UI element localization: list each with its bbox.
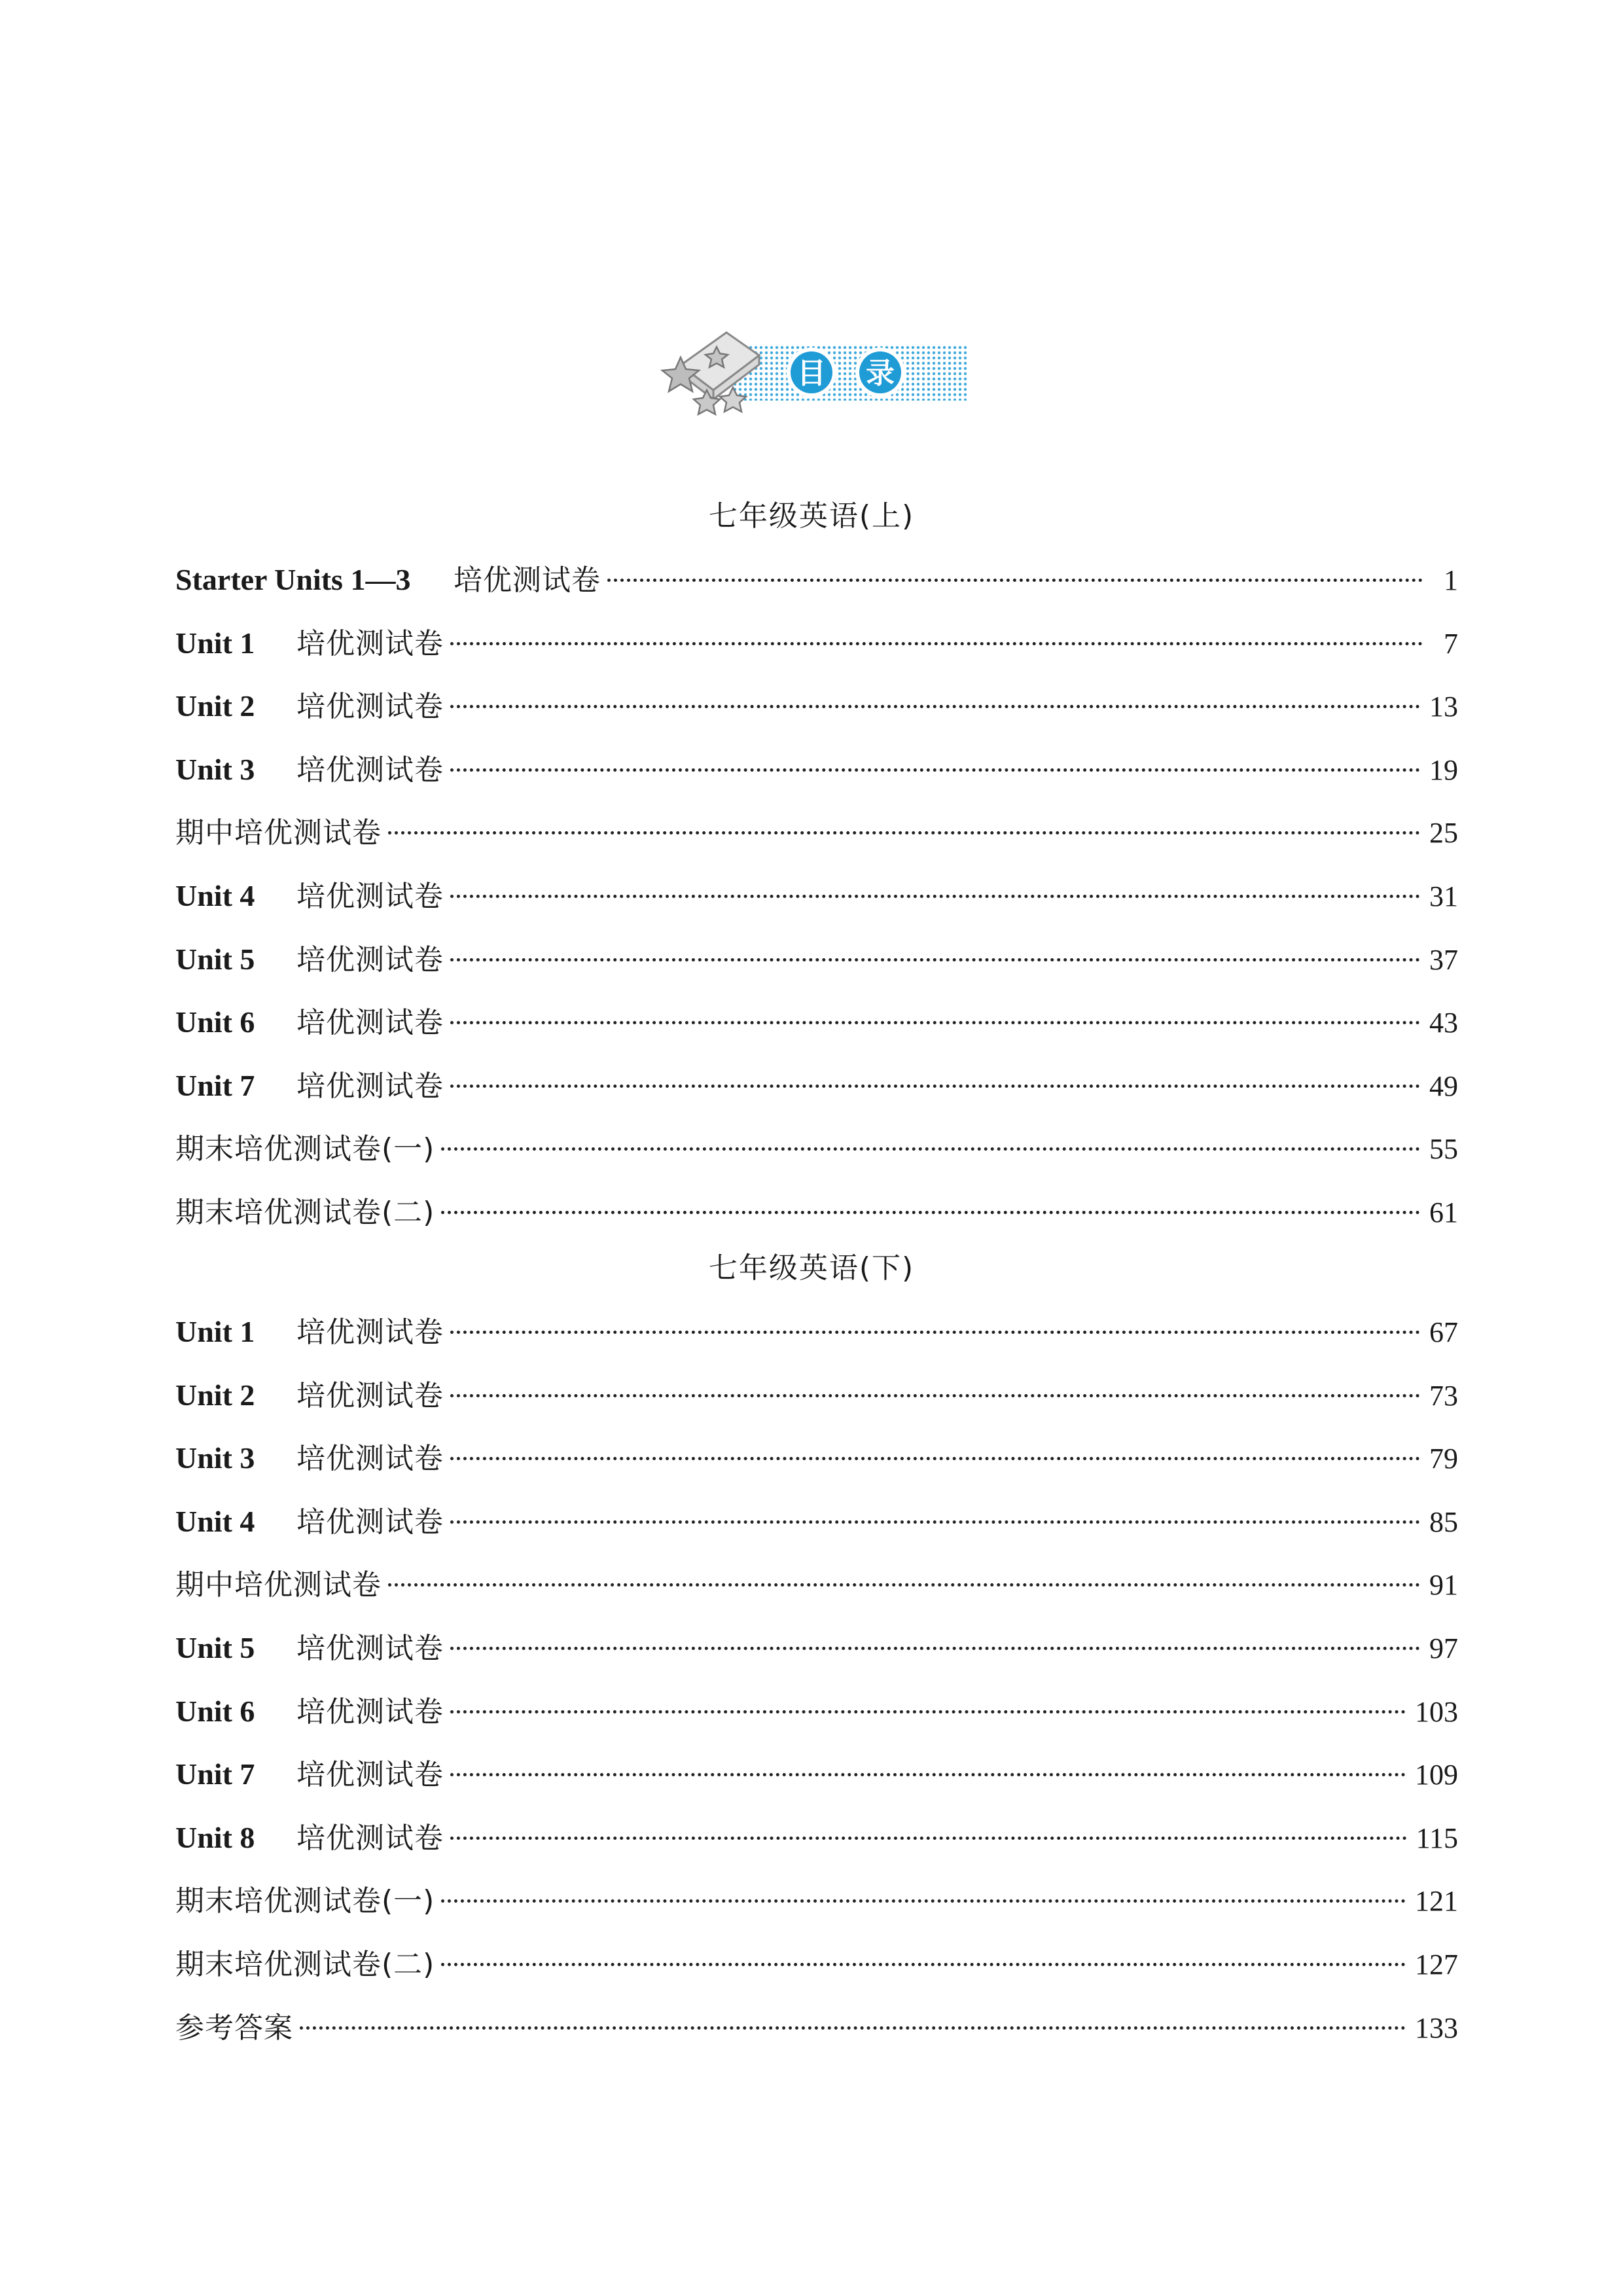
toc-row[interactable] (175, 2004, 1458, 2068)
toc-title: 培优测试卷 (296, 1631, 444, 1665)
toc-leader-dots (450, 1021, 1420, 1024)
section-heading-lower: 七年级英语(下) (708, 1251, 915, 1285)
toc-title: 培优测试卷 (296, 1316, 444, 1349)
toc-leader-dots (450, 895, 1420, 898)
toc-title: 培优测试卷 (296, 942, 444, 977)
toc-title: 培优测试卷 (296, 879, 444, 913)
toc-leader-dots (450, 1710, 1406, 1713)
toc-title: 培优测试卷 (296, 690, 444, 724)
toc-page-number: 67 (1429, 1316, 1458, 1348)
toc-row[interactable] (175, 683, 1458, 746)
toc-title: 期末培优测试卷(一) (175, 1132, 435, 1166)
toc-page-number: 73 (1429, 1379, 1458, 1412)
toc-page-number: 91 (1429, 1569, 1458, 1602)
toc-page-number: 7 (1444, 627, 1458, 660)
toc-leader-dots (388, 831, 1420, 834)
toc-title: 培优测试卷 (296, 1505, 444, 1539)
toc-row[interactable] (175, 1941, 1458, 2004)
toc-list-lower (175, 1308, 1458, 2067)
toc-leader-dots (450, 1773, 1406, 1776)
toc-leader-dots (450, 1520, 1420, 1524)
toc-row[interactable] (175, 620, 1458, 683)
toc-title: 参考答案 (175, 2011, 293, 2045)
toc-unit-label: Unit 7 (175, 1757, 255, 1791)
toc-title: 培优测试卷 (296, 1069, 444, 1103)
toc-page-number: 55 (1429, 1133, 1458, 1166)
toc-title: 培优测试卷 (296, 1695, 444, 1729)
toc-header-banner (654, 319, 972, 424)
toc-leader-dots (441, 1211, 1420, 1214)
toc-title: 培优测试卷 (296, 626, 444, 660)
toc-unit-label: Unit 7 (175, 1068, 255, 1102)
toc-page-number: 127 (1415, 1948, 1458, 1981)
toc-leader-dots (450, 958, 1420, 961)
toc-unit-label: Starter Units 1—3 (175, 563, 411, 596)
toc-unit-label: Unit 5 (175, 942, 255, 976)
toc-unit-label: Unit 1 (175, 626, 255, 660)
section-heading-upper: 七年级英语(上) (708, 499, 915, 533)
toc-page-number: 37 (1429, 943, 1458, 976)
toc-title: 培优测试卷 (296, 753, 444, 787)
toc-page-number: 85 (1429, 1505, 1458, 1538)
toc-title: 培优测试卷 (296, 1758, 444, 1792)
toc-page-number: 103 (1415, 1695, 1458, 1728)
dotted-ribbon (733, 344, 969, 401)
toc-row[interactable] (175, 1688, 1458, 1751)
toc-unit-label: Unit 8 (175, 1820, 255, 1854)
toc-row[interactable] (175, 999, 1458, 1062)
toc-page-number: 1 (1444, 564, 1458, 596)
toc-unit-label: Unit 6 (175, 1005, 255, 1039)
toc-leader-dots (450, 1647, 1420, 1650)
toc-leader-dots (450, 1085, 1420, 1088)
toc-title: 培优测试卷 (296, 1821, 444, 1855)
toc-row[interactable] (175, 1877, 1458, 1941)
toc-row[interactable] (175, 1751, 1458, 1814)
toc-header-graphic (654, 319, 972, 424)
toc-title: 期中培优测试卷 (175, 816, 382, 850)
toc-page-number: 13 (1429, 691, 1458, 723)
toc-row[interactable] (175, 872, 1458, 936)
toc-title: 期末培优测试卷(二) (175, 1195, 435, 1229)
toc-row[interactable] (175, 1435, 1458, 1498)
toc-leader-dots (607, 579, 1423, 582)
toc-row[interactable] (175, 1624, 1458, 1688)
toc-leader-dots (441, 1963, 1406, 1966)
toc-unit-label: Unit 3 (175, 752, 255, 786)
toc-unit-label: Unit 2 (175, 1378, 255, 1412)
toc-row[interactable] (175, 1561, 1458, 1624)
toc-page-number: 121 (1415, 1885, 1458, 1918)
toc-leader-dots (450, 1331, 1420, 1334)
toc-leader-dots (441, 1147, 1420, 1151)
toc-leader-dots (388, 1583, 1420, 1587)
toc-row[interactable] (175, 1189, 1458, 1252)
toc-page-number: 115 (1416, 1821, 1458, 1854)
toc-page-number: 49 (1429, 1069, 1458, 1102)
toc-row[interactable] (175, 1062, 1458, 1126)
toc-title: 期中培优测试卷 (175, 1568, 382, 1602)
toc-row[interactable] (175, 1125, 1458, 1189)
toc-page-number: 109 (1415, 1759, 1458, 1791)
toc-page-number: 133 (1415, 2011, 1458, 2044)
toc-title: 培优测试卷 (296, 1442, 444, 1476)
toc-leader-dots (300, 2026, 1406, 2030)
toc-unit-label: Unit 3 (175, 1441, 255, 1475)
toc-unit-label: Unit 6 (175, 1694, 255, 1728)
toc-row[interactable] (175, 746, 1458, 810)
toc-title: 培优测试卷 (454, 564, 601, 597)
title-char-1: 目 (797, 357, 826, 390)
toc-leader-dots (441, 1899, 1406, 1903)
toc-unit-label: Unit 2 (175, 689, 255, 723)
toc-leader-dots (450, 1457, 1420, 1460)
toc-row[interactable] (175, 1372, 1458, 1435)
toc-page-number: 61 (1429, 1196, 1458, 1229)
toc-page-number: 31 (1429, 880, 1458, 912)
toc-leader-dots (450, 642, 1423, 645)
toc-page-number: 19 (1429, 753, 1458, 786)
toc-row[interactable] (175, 556, 1458, 620)
toc-page-number: 25 (1429, 817, 1458, 850)
title-char-2: 录 (866, 357, 895, 390)
toc-leader-dots (450, 705, 1420, 708)
toc-page-number: 97 (1429, 1632, 1458, 1664)
toc-title: 培优测试卷 (296, 1378, 444, 1412)
toc-title: 期末培优测试卷(二) (175, 1947, 435, 1981)
toc-row[interactable] (175, 1308, 1458, 1372)
toc-row[interactable] (175, 936, 1458, 999)
toc-title: 期末培优测试卷(一) (175, 1884, 435, 1918)
toc-page-number: 79 (1429, 1443, 1458, 1475)
toc-row[interactable] (175, 809, 1458, 872)
toc-unit-label: Unit 5 (175, 1630, 255, 1664)
toc-page-number: 43 (1429, 1007, 1458, 1039)
toc-row[interactable] (175, 1498, 1458, 1562)
toc-unit-label: Unit 4 (175, 878, 255, 912)
toc-unit-label: Unit 1 (175, 1315, 255, 1348)
toc-unit-label: Unit 4 (175, 1504, 255, 1538)
toc-row[interactable] (175, 1814, 1458, 1878)
toc-title: 培优测试卷 (296, 1006, 444, 1040)
toc-leader-dots (450, 1394, 1420, 1397)
toc-list-upper (175, 556, 1458, 1252)
toc-leader-dots (450, 1837, 1407, 1840)
toc-leader-dots (450, 768, 1420, 772)
